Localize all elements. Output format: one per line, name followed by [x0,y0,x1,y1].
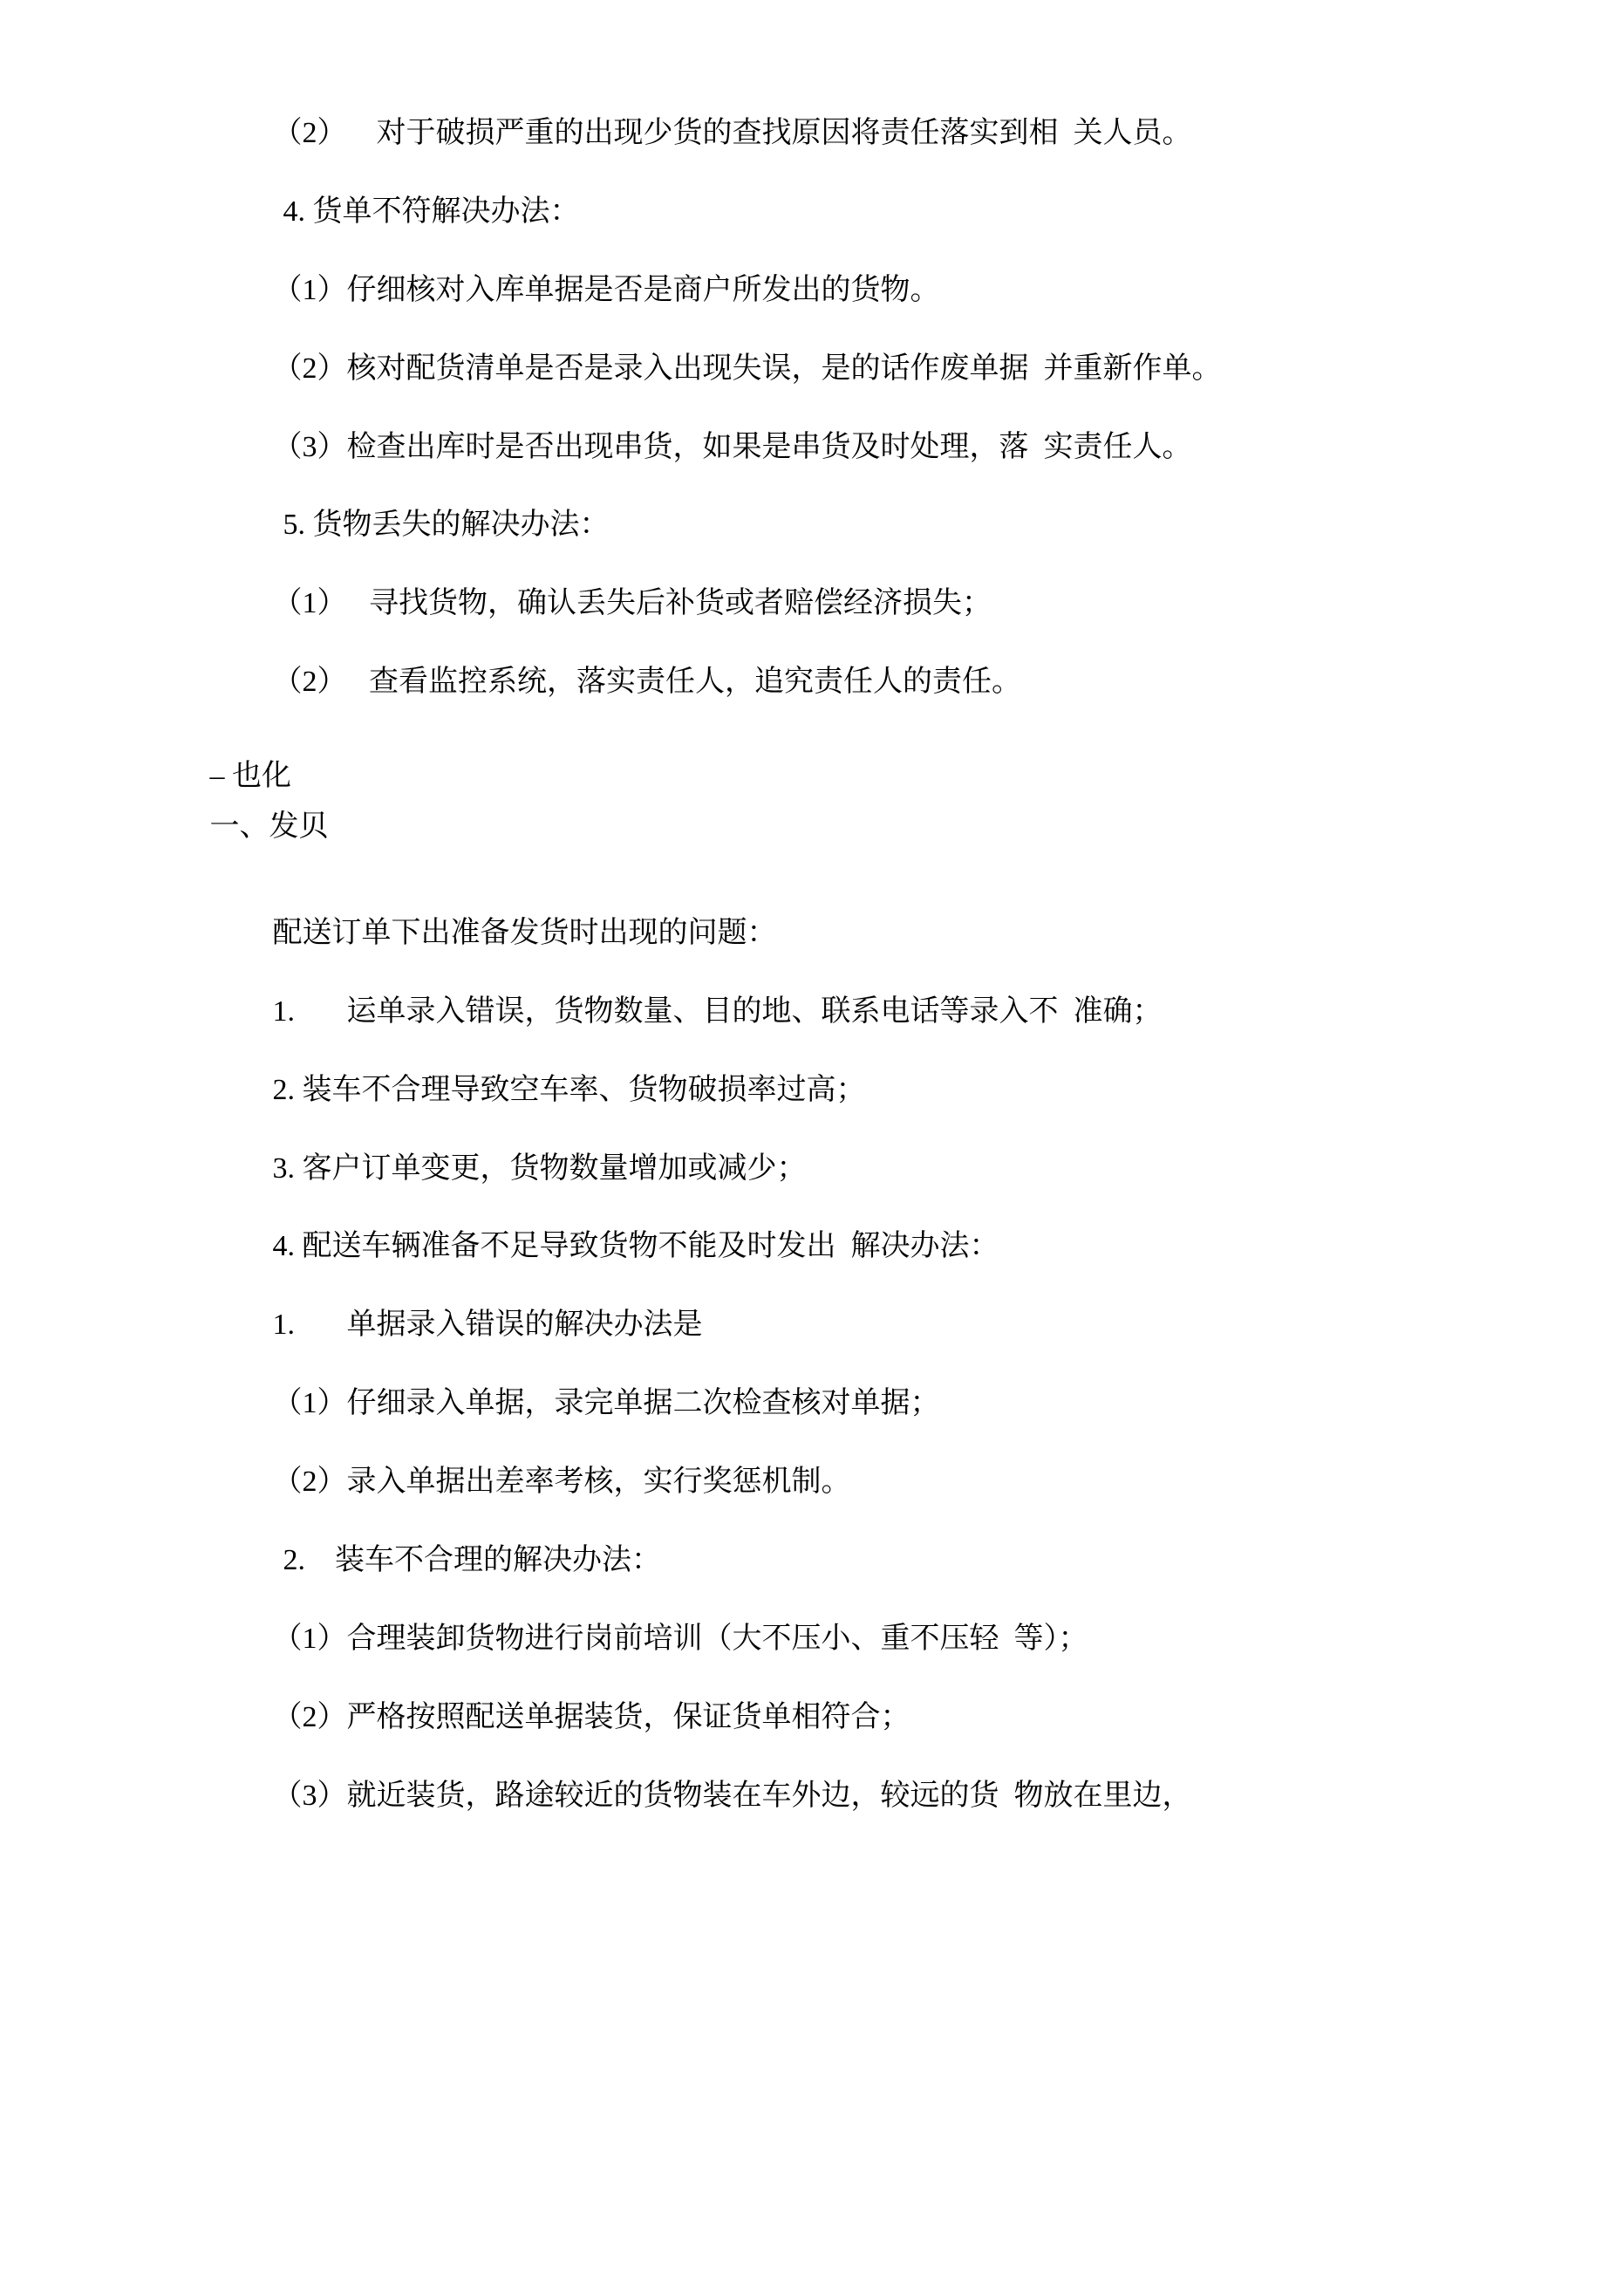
paragraph: 配送订单下出准备发货时出现的问题： [272,916,777,949]
paragraph: （3）检查出库时是否出现串货，如果是串货及时处理，落 实责任人。 [272,430,1192,463]
paragraph: （1）仔细核对入库单据是否是商户所发出的货物。 [272,273,940,306]
paragraph: （2）核对配货清单是否是录入出现失误，是的话作废单据 并重新作单。 [272,352,1222,385]
section-heading-marker: – 也化 [209,760,291,793]
paragraph: 1. 单据录入错误的解决办法是 [272,1309,703,1342]
section-heading: 一、发贝 [209,810,329,844]
paragraph: （1） 寻找货物，确认丢失后补货或者赔偿经济损失； [272,587,992,620]
paragraph: （2） 对于破损严重的出现少货的查找原因将责任落实到相 关人员。 [272,117,1192,149]
document-body [210,113,1414,1816]
paragraph: 2. 装车不合理导致空车率、货物破损率过高； [272,1073,866,1106]
paragraph: 4. 货单不符解决办法： [283,195,580,228]
paragraph: （1）仔细录入单据，录完单据二次检查核对单据； [272,1387,940,1420]
paragraph: 4. 配送车辆准备不足导致货物不能及时发出 解决办法： [272,1230,999,1263]
paragraph: （1）合理装卸货物进行岗前培训（大不压小、重不压轻 等）； [272,1622,1088,1655]
paragraph: （2）严格按照配送单据装货，保证货单相符合； [272,1700,910,1733]
spacer [210,741,1414,756]
paragraph: 1. 运单录入错误，货物数量、目的地、联系电话等录入不 准确； [272,994,1163,1028]
paragraph: （2）录入单据出差率考核，实行奖惩机制。 [272,1466,851,1499]
paragraph: 5. 货物丢失的解决办法： [283,509,610,542]
paragraph: （2） 查看监控系统，落实责任人，追究责任人的责任。 [272,666,1021,699]
spacer [210,858,1414,873]
paragraph: 3. 客户订单变更，货物数量增加或减少； [272,1151,807,1185]
paragraph: 2. 装车不合理的解决办法： [283,1544,661,1577]
paragraph: （3）就近装货，路途较近的货物装在车外边，较远的货 物放在里边， [272,1779,1192,1812]
